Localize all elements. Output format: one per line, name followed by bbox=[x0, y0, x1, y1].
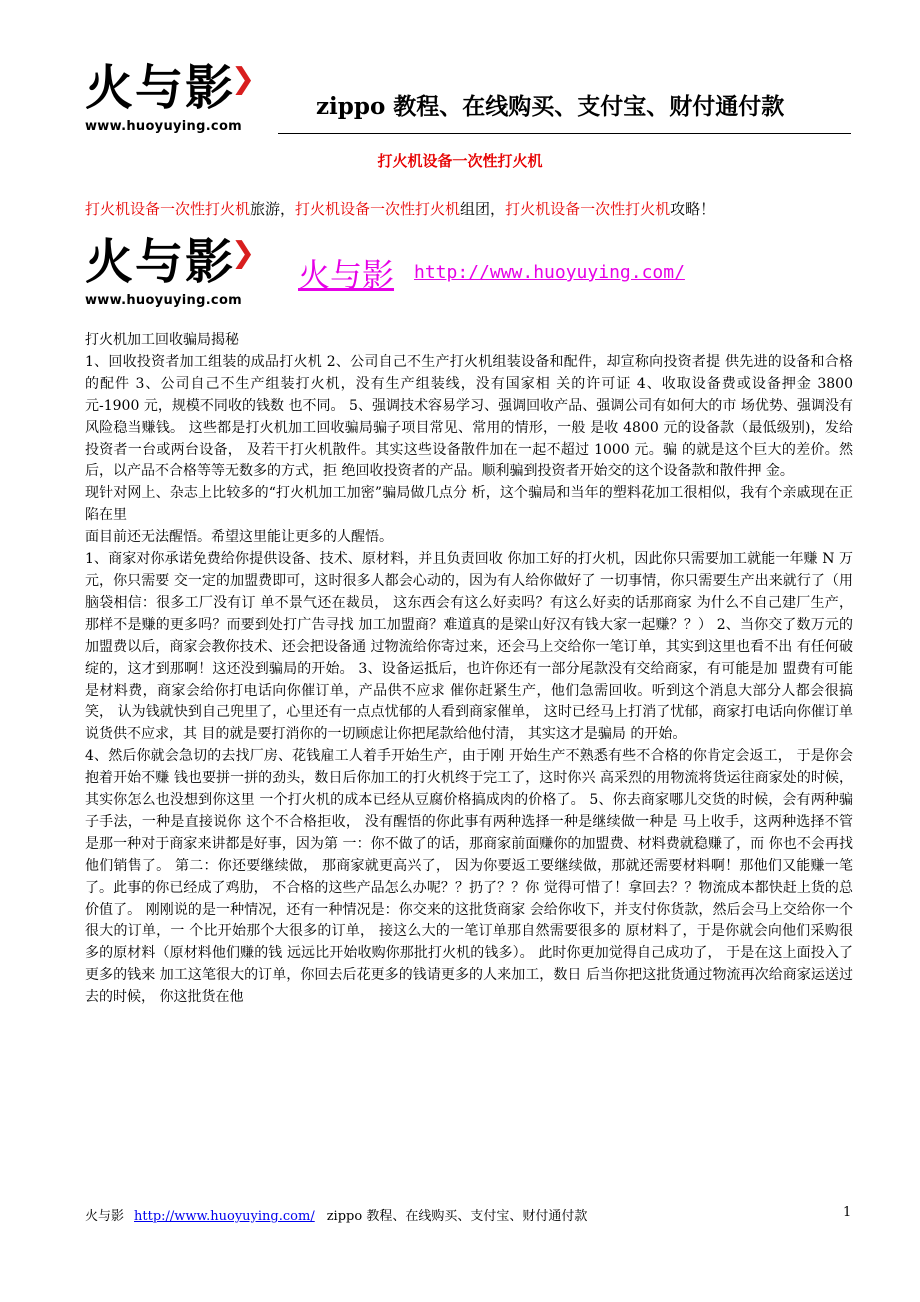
logo-wordmark: 火与影❯ bbox=[85, 60, 258, 116]
keyword-link[interactable]: 打火机设备一次性打火机 bbox=[85, 200, 251, 218]
footer-link[interactable]: http://www.huoyuying.com/ bbox=[134, 1209, 315, 1224]
keyword-link[interactable]: 打火机设备一次性打火机 bbox=[295, 200, 461, 218]
header-title: zippo 教程、在线购买、支付宝、财付通付款 bbox=[316, 93, 785, 120]
keyword-link[interactable]: 打火机设备一次性打火机 bbox=[505, 200, 671, 218]
paragraph: 现针对网上、杂志上比较多的“打火机加工加密”骗局做几点分 析，这个骗局和当年的塑料花加工很相似，我有个亲戚现在正陷在里 bbox=[85, 485, 853, 524]
paragraph: 4、然后你就会急切的去找厂房、花钱雇工人着手开始生产，由于刚 开始生产不熟悉有些不合格的你肯定会返工， 于是你会抱着开始不赚 钱也要拼一拼的劲头，数日后你加工的打火机终于完工了，这时你兴 高采烈的用物流将货运往商家处的时候， 其实你怎么也没想到你这里 一个打火机的成本已经从豆腐价格搞成肉的价格了。 5、你去商家哪儿交货的时候，会有两种骗子手法，一种是直接说你 这个不合格拒收， 没有醒悟的你此事有两种选择一种是继续做一种是 马上收手，这两种选择不管是那一种对于商家来讲都是好事，因为第 一：你不做了的话，那商家前面赚你的加盟费、材料费就稳赚了，而 你也不会再找他们销售了。 第二：你还要继续做， 那商家就更高兴了， 因为你要返工要继续做，那就还需要材料啊！那他们又能赚一笔了。此事的你已经成了鸡肋， 不合格的这些产品怎么办呢？？扔了？？你 觉得可惜了！拿回去？？物流成本都快赶上货的总价值了。 刚刚说的是一种情况，还有一种情况是：你交来的这批货商家 会给你收下，并支付你货款，然后会马上交给你一个很大的订单，一 个比开始那个大很多的订单， 接这么大的一笔订单那自然需要很多的 原材料了，于是你就会向他们采购很多的原材料（原材料他们赚的钱 远远比开始收购你那批打火机的钱多）。 此时你更加觉得自己成功了， 于是在这上面投入了更多的钱来 加工这笔很大的订单，你回去后花更多的钱请更多的人来加工，数日 后当你把这批货通过物流再次给商家运送过去的时候， 你这批货在他 bbox=[85, 748, 853, 1006]
document-title: 打火机设备一次性打火机 bbox=[377, 152, 543, 170]
paragraph: 面目前还无法醒悟。希望这里能让更多的人醒悟。 bbox=[85, 529, 393, 546]
intro-line: 打火机设备一次性打火机旅游，打火机设备一次性打火机组团，打火机设备一次性打火机攻略！ bbox=[85, 200, 716, 218]
site-url-link[interactable]: http://www.huoyuying.com/ bbox=[414, 262, 685, 283]
site-logo-large bbox=[85, 234, 258, 308]
paragraph: 1、回收投资者加工组装的成品打火机 2、公司自己不生产打火机组装设备和配件，却宣称向投资者提 供先进的设备和合格的配件 3、公司自己不生产组装打火机，没有生产组装线，没有国家相 关的许可证 4、收取设备费或设备押金 3800 元-1900 元，规模不同收的钱数 也不同。 5、强调技术容易学习、强调回收产品、强调公司有如何大的市 场优势、强调没有风险稳当赚钱。 这些都是打火机加工回收骗局骗子项目常见、常用的情形，一般 是收 4800 元的设备款（最低级别)，发给投资者一台或两台设备， 及若干打火机散件。其实这些设备散件加在一起不超过 1000 元。骗 的就是这个巨大的差价。然后，以产品不合格等等无数多的方式，拒 绝回收投资者的产品。顺利骗到投资者开始交的这个设备款和散件押 金。 bbox=[85, 353, 853, 480]
paragraph: 1、商家对你承诺免费给你提供设备、技术、原材料，并且负责回收 你加工好的打火机，因此你只需要加工就能一年赚 N 万元，你只需要 交一定的加盟费即可，这时很多人都会心动的，因为有人给你做好了 一切事情，你只需要生产出来就行了（用脑袋相信：很多工厂没有订 单不景气还在裁员， 这东西会有这么好卖吗？有这么好卖的话那商家 为什么不自己建厂生产， 那样不是赚的更多吗？而要到处打广告寻找 加工加盟商？难道真的是梁山好汉有钱大家一起赚？？） 2、当你交了数万元的加盟费以后，商家会教你技术、还会把设备通 过物流给你寄过来，还会马上交给你一笔订单，其实到这里也看不出 有任何破绽的，这才到那啊！这还没到骗局的开始。 3、设备运抵后，也许你还有一部分尾款没有交给商家，有可能是加 盟费有可能是材料费，商家会给你打电话向你催订单，产品供不应求 催你赶紧生产，他们急需回收。听到这个消息大部分人都会很搞笑， 认为钱就快到自己兜里了，心里还有一点点忧郁的人看到商家催单， 这时已经马上打消了忧郁，商家打电话向你催订单说货供不应求，其 目的就是要打消你的一切顾虑让你把尾款给他付清， 其实这才是骗局 的开始。 bbox=[85, 551, 853, 743]
header-divider bbox=[278, 133, 851, 134]
logo-wordmark: 火与影❯ bbox=[85, 234, 258, 290]
footer-site-name: 火与影 bbox=[85, 1209, 125, 1224]
site-name-link[interactable]: 火与影 bbox=[298, 256, 395, 294]
flame-icon: ❯ bbox=[231, 235, 258, 270]
site-logo bbox=[85, 60, 258, 134]
article-body bbox=[85, 330, 853, 1009]
page-footer bbox=[85, 1205, 587, 1224]
footer-title: zippo 教程、在线购买、支付宝、财付通付款 bbox=[326, 1209, 588, 1224]
logo-url: www.huoyuying.com bbox=[85, 119, 243, 134]
logo-url: www.huoyuying.com bbox=[85, 293, 243, 308]
section-heading: 打火机加工回收骗局揭秘 bbox=[85, 332, 239, 348]
page-number: 1 bbox=[843, 1205, 852, 1220]
flame-icon: ❯ bbox=[231, 61, 258, 96]
